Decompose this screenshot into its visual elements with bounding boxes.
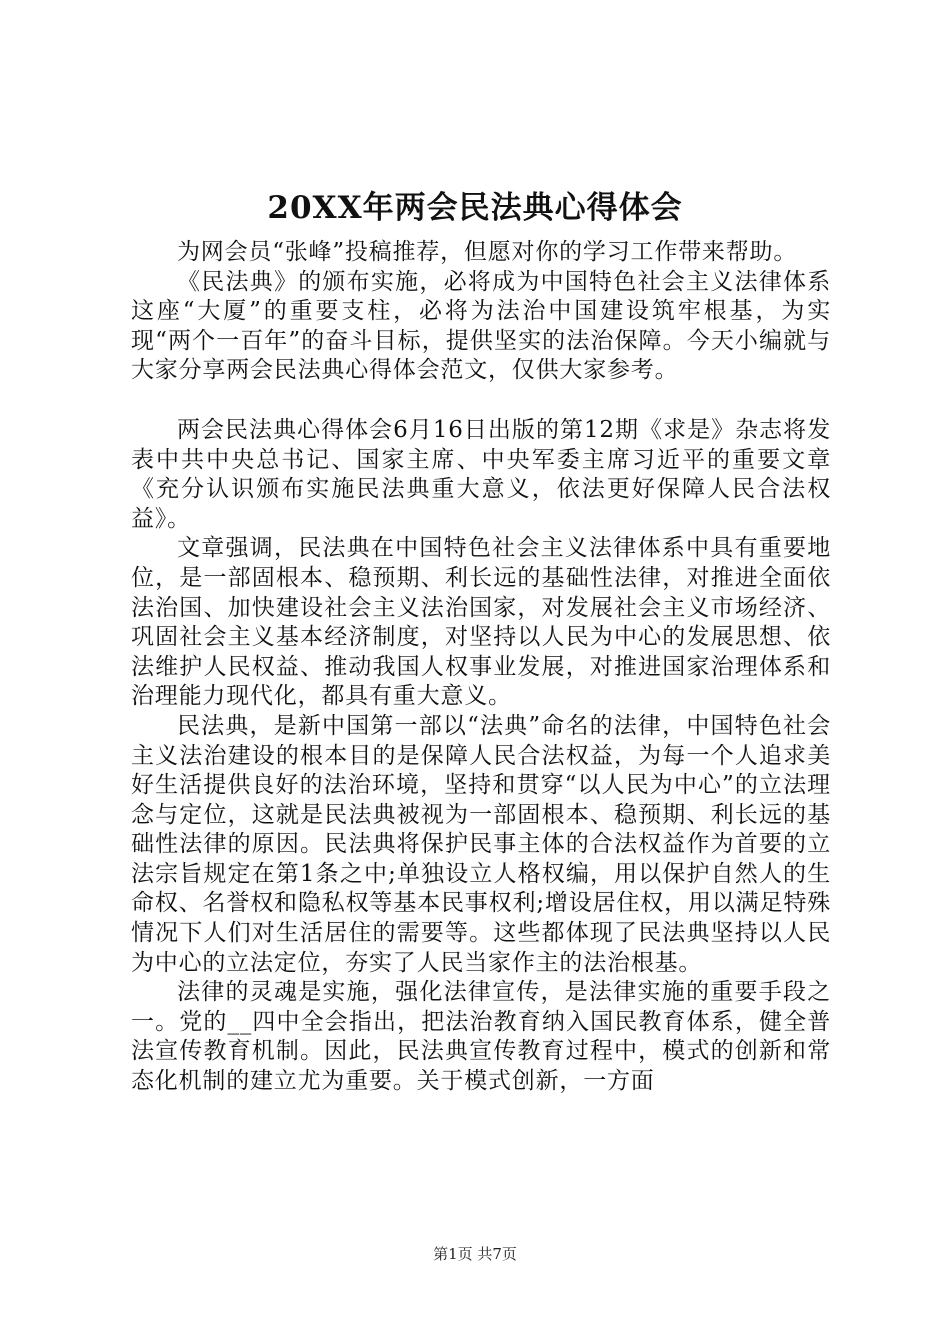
paragraph-intro-note: 为网会员“张峰”投稿推荐，但愿对你的学习工作带来帮助。 bbox=[177, 239, 798, 265]
document-body bbox=[131, 238, 831, 1097]
page-number-footer: 第1页 共7页 bbox=[433, 1245, 517, 1263]
paragraph-qiushi-article: 两会民法典心得体会6月16日出版的第12期《求是》杂志将发表中共中央总书记、国家主席、中央军委主席习近平的重要文章《充分认识颁布实施民法典重大意义，依法更好保障人民合法权益》。 bbox=[131, 416, 831, 532]
paragraph-law-implementation: 法律的灵魂是实施，强化法律宣传，是法律实施的重要手段之一。党的__四中全会指出，把法治教育纳入国民教育体系，健全普法宣传教育机制。因此，民法典宣传教育过程中，模式的创新和常态化机制的建立尤为重要。关于模式创新，一方面 bbox=[131, 979, 831, 1095]
paragraph-civil-code-meaning: 民法典，是新中国第一部以“法典”命名的法律，中国特色社会主义法治建设的根本目的是保障人民合法权益，为每一个人追求美好生活提供良好的法治环境，坚持和贯穿“以人民为中心”的立法理念与定位，这就是民法典被视为一部固根本、稳预期、利长远的基础性法律的原因。民法典将保护民事主体的合法权益作为首要的立法宗旨规定在第1条之中;单独设立人格权编，用以保护自然人的生命权、名誉权和隐私权等基本民事权利;增设居住权，用以满足特殊情况下人们对生活居住的需要等。这些都体现了民法典坚持以人民为中心的立法定位，夯实了人民当家作主的法治根基。 bbox=[131, 712, 831, 976]
paragraph-summary: 《民法典》的颁布实施，必将成为中国特色社会主义法律体系这座“大厦”的重要支柱，必将为法治中国建设筑牢根基，为实现“两个一百年”的奋斗目标，提供坚实的法治保障。今天小编就与大家分享两会民法典心得体会范文，仅供大家参考。 bbox=[131, 268, 831, 384]
paragraph-article-emphasis: 文章强调，民法典在中国特色社会主义法律体系中具有重要地位，是一部固根本、稳预期、利长远的基础性法律，对推进全面依法治国、加快建设社会主义法治国家，对发展社会主义市场经济、巩固社会主义基本经济制度，对坚持以人民为中心的发展思想、依法维护人民权益、推动我国人权事业发展，对推进国家治理体系和治理能力现代化，都具有重大意义。 bbox=[131, 535, 831, 710]
document-title: 20XX年两会民法典心得体会 bbox=[267, 190, 683, 226]
